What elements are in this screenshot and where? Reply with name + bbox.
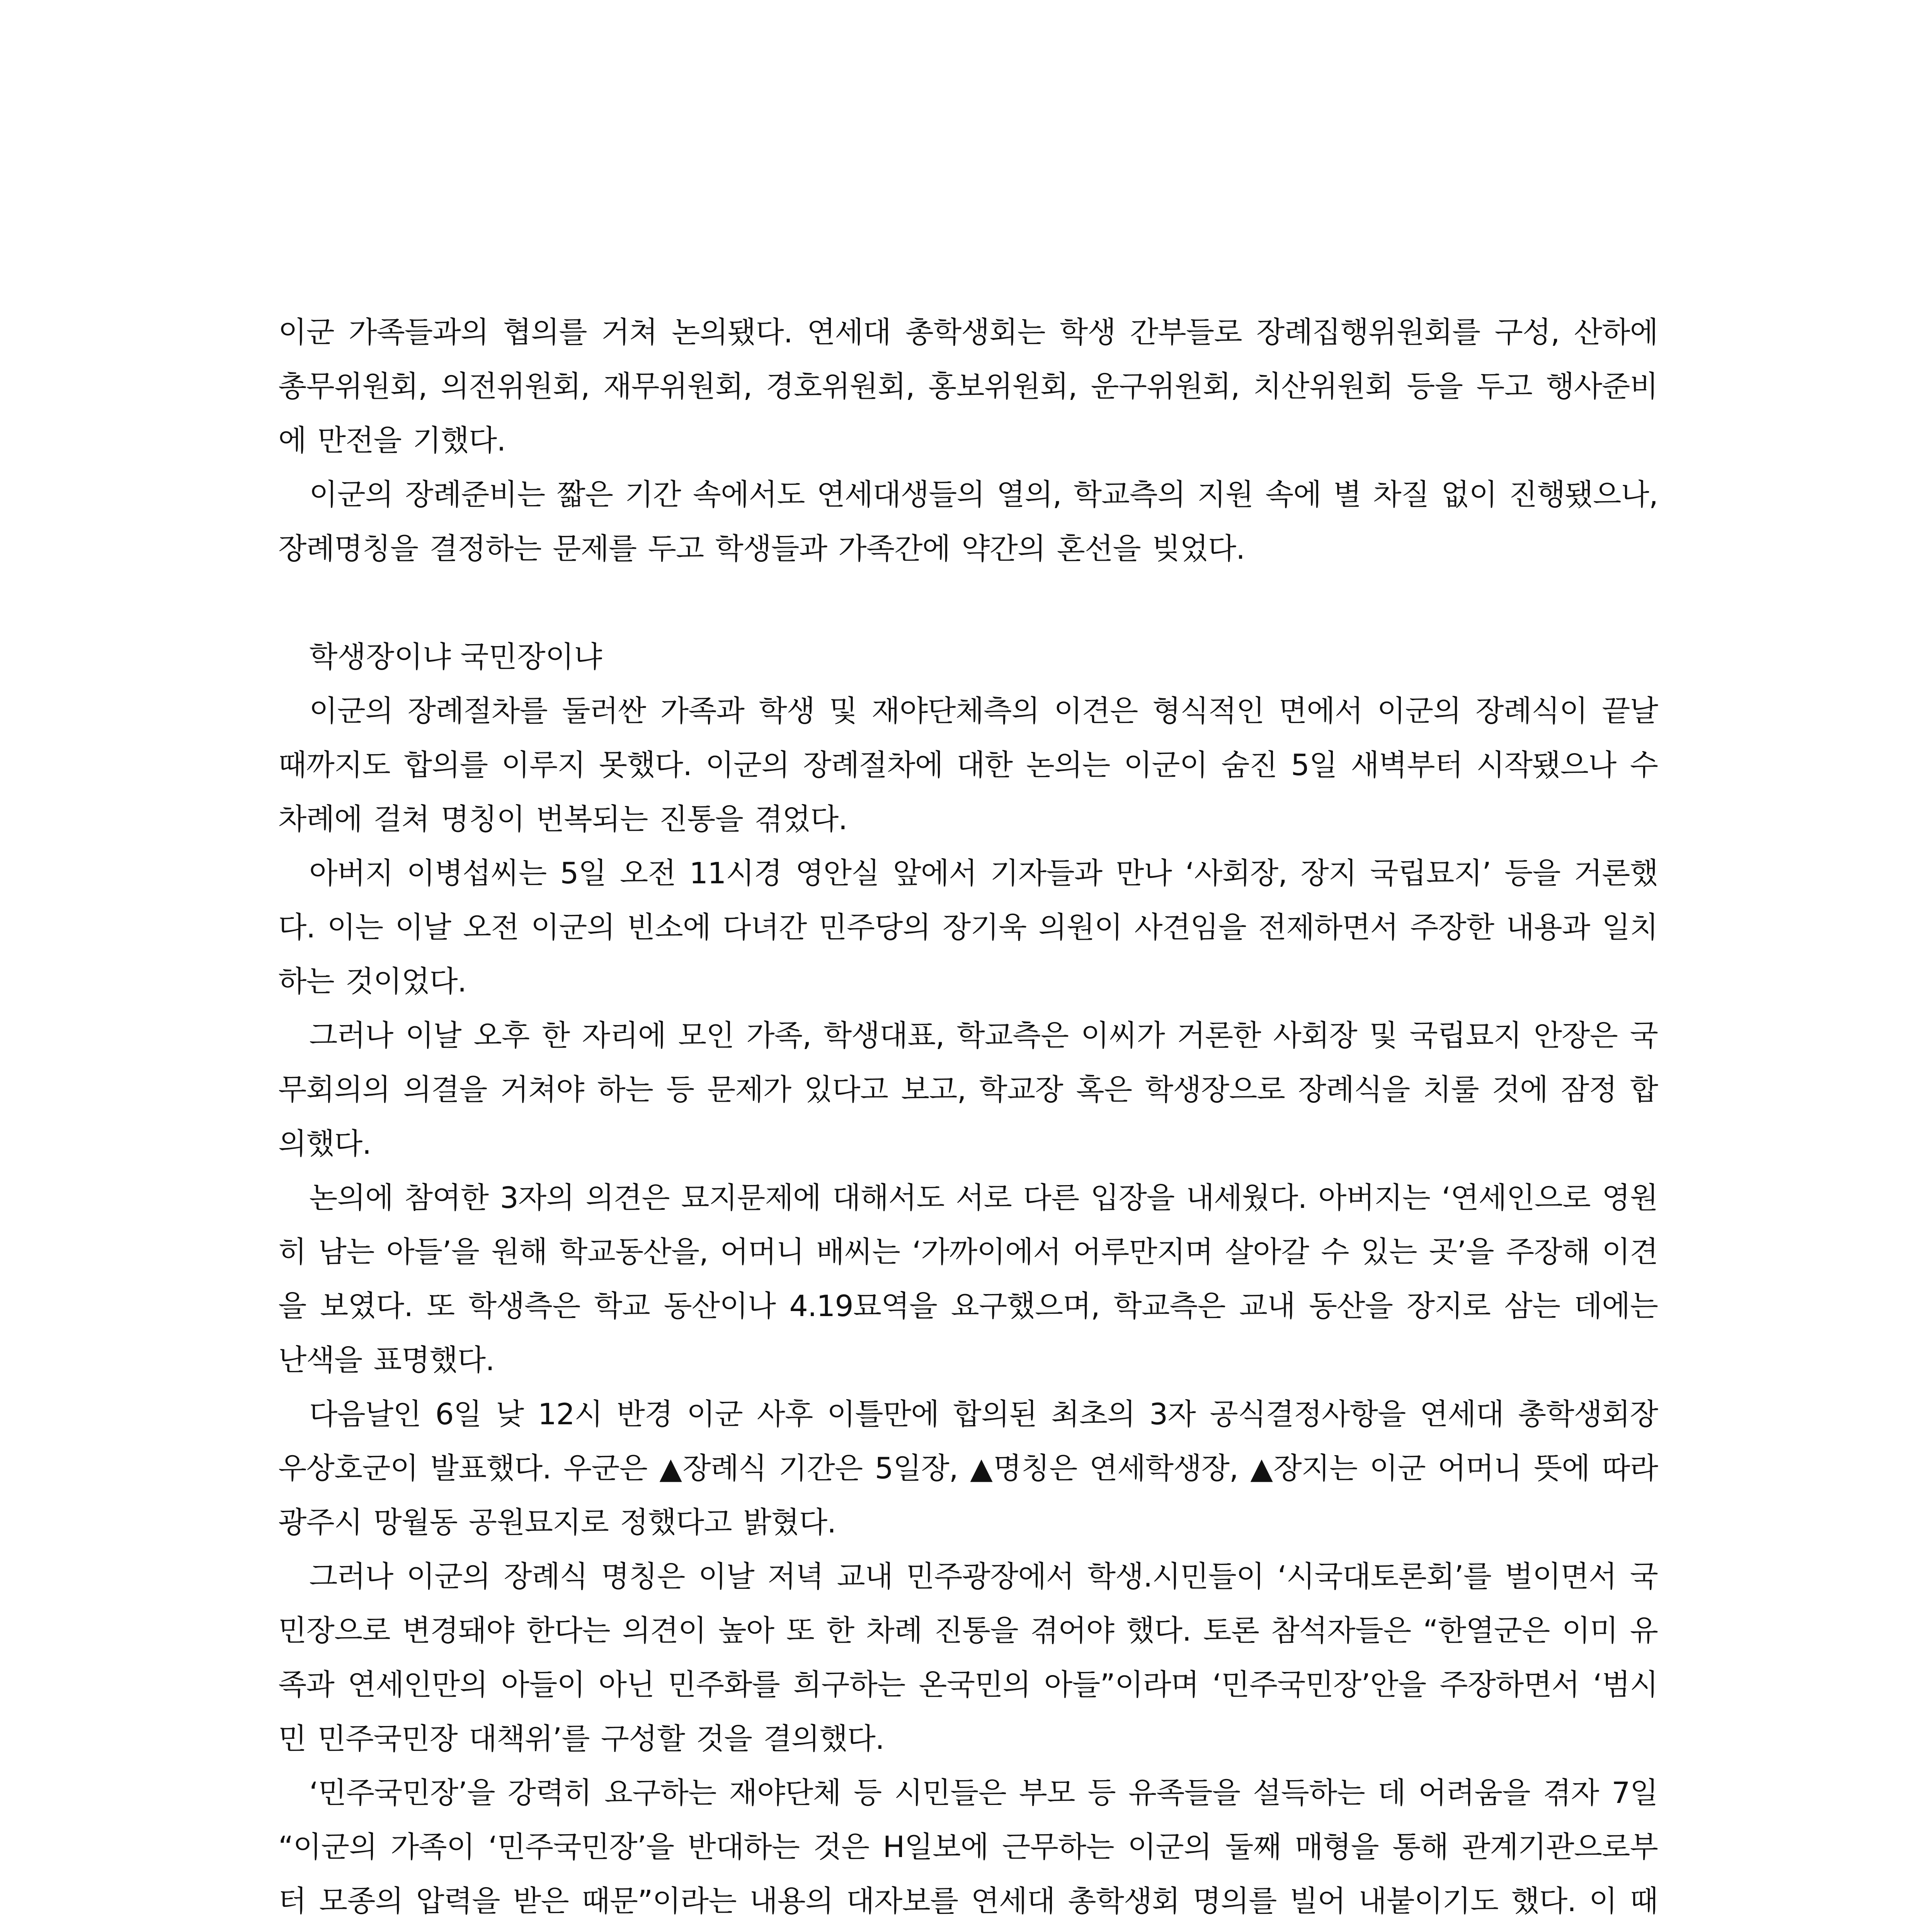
body-paragraph-3: 그러나 이날 오후 한 자리에 모인 가족, 학생대표, 학교측은 이씨가 거론한 사회장 및 국립묘지 안장은 국무회의의 의결을 거쳐야 하는 등 문제가 있다고 보고, 학교장 혹은 학생장으로 장례식을 치룰 것에 잠정 합의했다. bbox=[278, 1018, 1658, 1161]
section-gap bbox=[278, 576, 1658, 630]
paragraph-1: 이군 가족들과의 협의를 거쳐 논의됐다. 연세대 총학생회는 학생 간부들로 장례집행위원회를 구성, 산하에 총무위원회, 의전위원회, 재무위원회, 경호위원회, 홍보위원회, 운구위원회, 치산위원회 등을 두고 행사준비에 만전을 기했다. bbox=[278, 315, 1658, 457]
section-heading: 학생장이냐 국민장이냐 bbox=[309, 639, 602, 674]
body-paragraph-4: 논의에 참여한 3자의 의견은 묘지문제에 대해서도 서로 다른 입장을 내세웠다. 아버지는 ‘연세인으로 영원히 남는 아들’을 원해 학교동산을, 어머니 배씨는 ‘가까이에서 어루만지며 살아갈 수 있는 곳’을 주장해 이견을 보였다. 또 학생측은 학교 동산이나 4.19묘역을 요구했으며, 학교측은 교내 동산을 장지로 삼는 데에는 난색을 표명했다. bbox=[278, 1180, 1658, 1377]
paragraph-2: 이군의 장례준비는 짧은 기간 속에서도 연세대생들의 열의, 학교측의 지원 속에 별 차질 없이 진행됐으나, 장례명칭을 결정하는 문제를 두고 학생들과 가족간에 약간의 혼선을 빚었다. bbox=[278, 477, 1658, 566]
body-paragraph-6: 그러나 이군의 장례식 명칭은 이날 저녁 교내 민주광장에서 학생.시민들이 ‘시국대토론회’를 벌이면서 국민장으로 변경돼야 한다는 의견이 높아 또 한 차례 진통을 겪어야 했다. 토론 참석자들은 “한열군은 이미 유족과 연세인만의 아들이 아닌 민주화를 희구하는 온국민의 아들”이라며 ‘민주국민장’안을 주장하면서 ‘범시민 민주국민장 대책위’를 구성할 것을 결의했다. bbox=[278, 1559, 1658, 1756]
body-paragraph-7: ‘민주국민장’을 강력히 요구하는 재야단체 등 시민들은 부모 등 유족들을 설득하는 데 어려움을 겪자 7일 “이군의 가족이 ‘민주국민장’을 반대하는 것은 H일보에 근무하는 이군의 둘째 매형을 통해 관계기관으로부터 모종의 압력을 받은 때문”이라는 내용의 대자보를 연세대 총학생회 명의를 빌어 내붙이기도 했다. 이 때 bbox=[278, 1776, 1658, 1918]
body-paragraph-5: 다음날인 6일 낮 12시 반경 이군 사후 이틀만에 합의된 최초의 3자 공식결정사항을 연세대 총학생회장 우상호군이 발표했다. 우군은 ▲장례식 기간은 5일장, ▲명칭은 연세학생장, ▲장지는 이군 어머니 뜻에 따라 광주시 망월동 공원묘지로 정했다고 밝혔다. bbox=[278, 1397, 1658, 1539]
body-paragraph-1: 이군의 장례절차를 둘러싼 가족과 학생 및 재야단체측의 이견은 형식적인 면에서 이군의 장례식이 끝날 때까지도 합의를 이루지 못했다. 이군의 장례절차에 대한 논의는 이군이 숨진 5일 새벽부터 시작됐으나 수 차례에 걸쳐 명칭이 번복되는 진통을 겪었다. bbox=[278, 694, 1658, 836]
body-paragraph-2: 아버지 이병섭씨는 5일 오전 11시경 영안실 앞에서 기자들과 만나 ‘사회장, 장지 국립묘지’ 등을 거론했다. 이는 이날 오전 이군의 빈소에 다녀간 민주당의 장기욱 의원이 사견임을 전제하면서 주장한 내용과 일치하는 것이었다. bbox=[278, 856, 1658, 998]
document-page bbox=[278, 305, 1658, 1932]
